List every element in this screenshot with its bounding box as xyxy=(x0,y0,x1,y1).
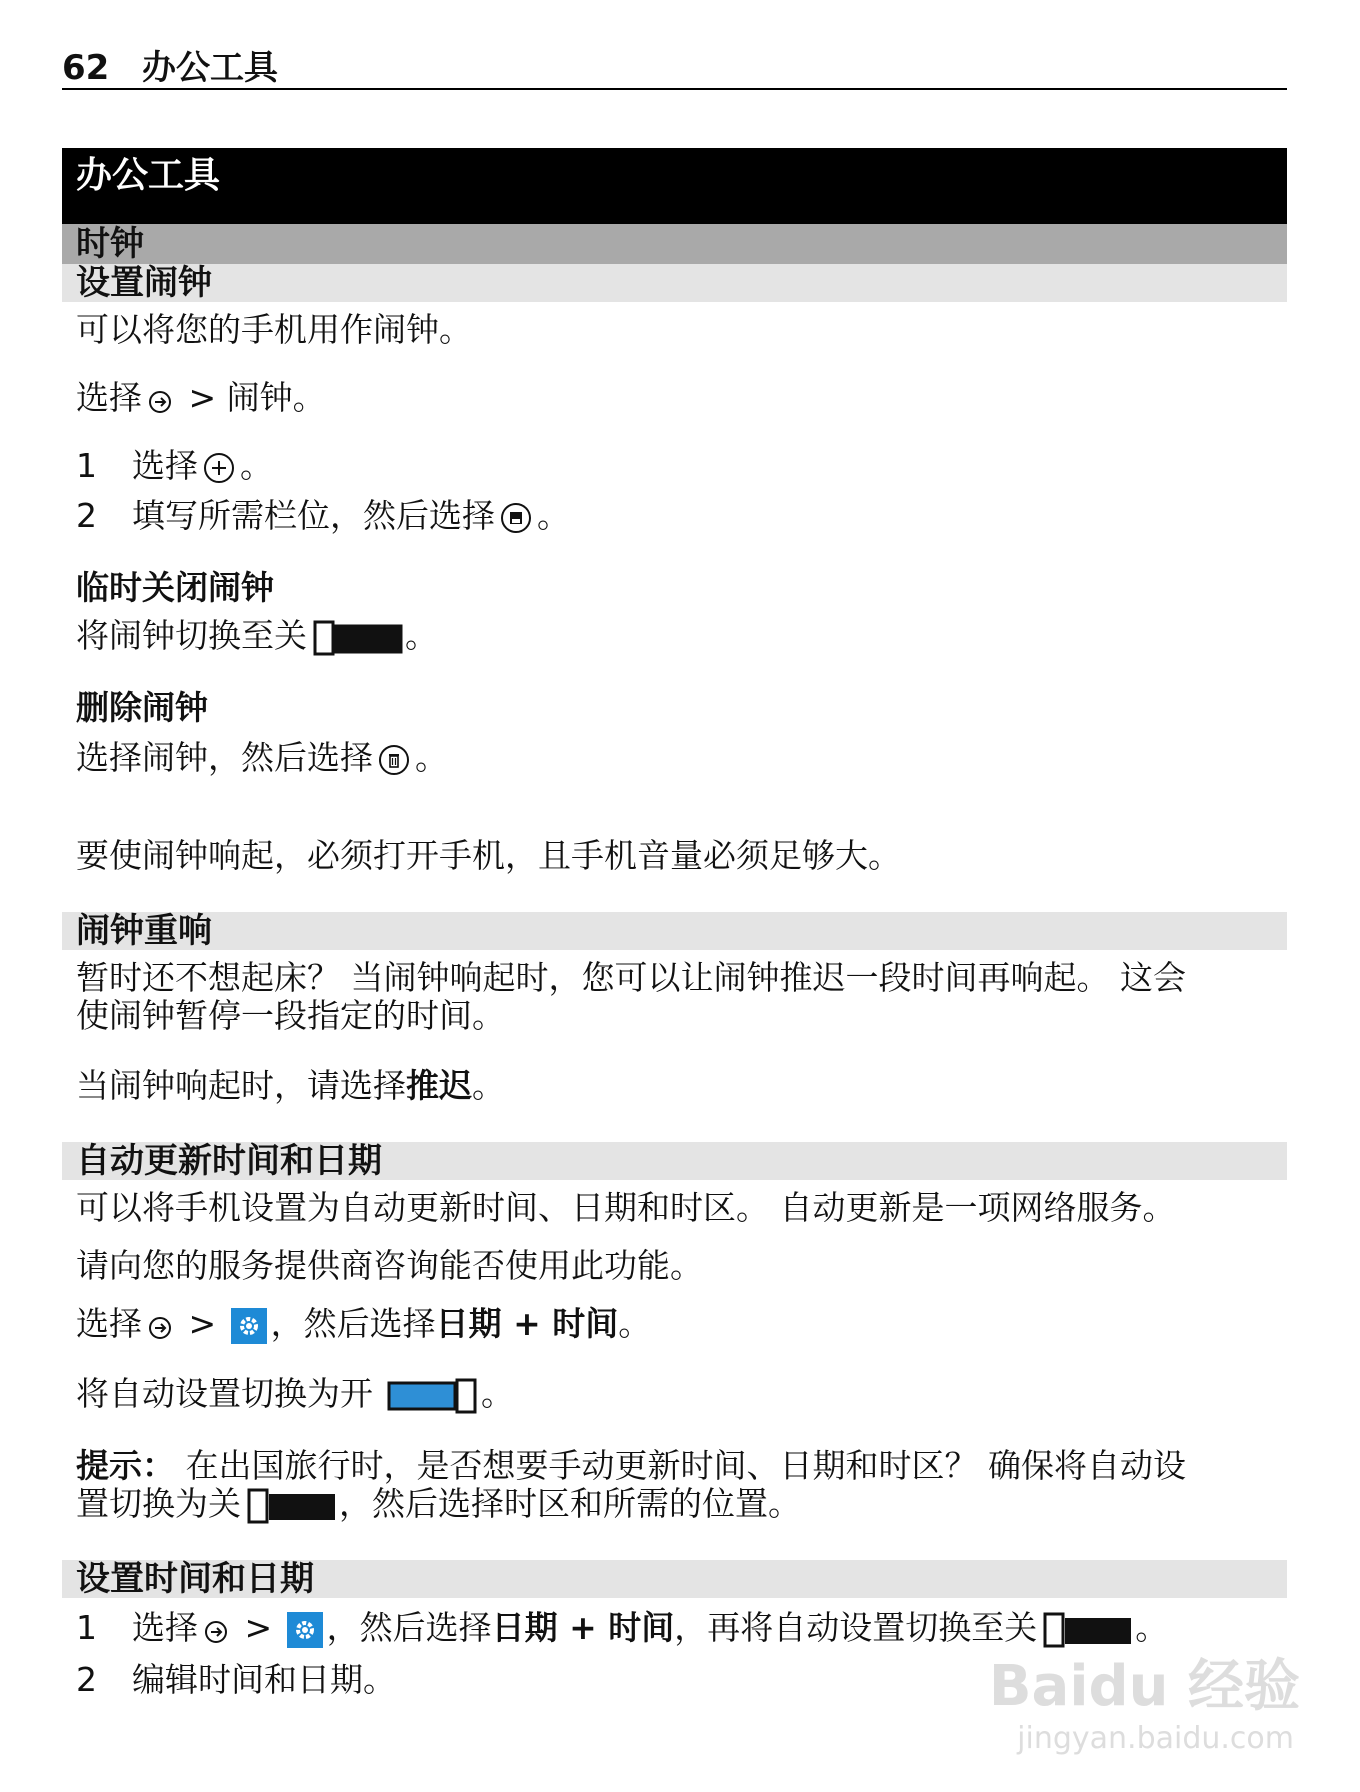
watermark-brand: Baidu 经验 xyxy=(988,1654,1300,1719)
path-prefix: 选择 xyxy=(76,378,142,417)
path-mid: ，然后选择 xyxy=(270,1304,436,1343)
settings-gear-icon xyxy=(231,1308,267,1344)
settings-gear-icon xyxy=(287,1612,323,1648)
delete-alarm-label: 选择闹钟，然后选择 xyxy=(76,738,373,777)
step-after: ，再将自动设置切换至关 xyxy=(674,1608,1038,1647)
path-separator: > xyxy=(178,378,227,417)
step-1 xyxy=(76,446,273,486)
disable-alarm-text xyxy=(76,616,438,656)
tip-line-1 xyxy=(76,1446,1186,1486)
tip-text-2b: ，然后选择时区和所需的位置。 xyxy=(339,1484,801,1523)
step-prefix: 选择 xyxy=(132,1608,198,1647)
delete-alarm-text xyxy=(76,738,448,778)
set-alarm-path xyxy=(76,378,326,418)
snooze-line-2: 使闹钟暂停一段指定的时间。 xyxy=(76,996,505,1035)
alarm-note: 要使闹钟响起，必须打开手机，且手机音量必须足够大。 xyxy=(76,836,901,875)
arrow-circle-icon xyxy=(146,1312,174,1340)
step-end: 。 xyxy=(240,446,273,485)
tip-label: 提示： xyxy=(76,1446,175,1485)
arrow-circle-icon xyxy=(202,1616,230,1644)
step-2 xyxy=(76,496,570,536)
snooze-heading: 闹钟重响 xyxy=(62,912,1287,950)
snooze-instr-end: 。 xyxy=(472,1066,505,1105)
auto-update-line-1: 可以将手机设置为自动更新时间、日期和时区。 自动更新是一项网络服务。 xyxy=(76,1188,1176,1227)
auto-update-line-2: 请向您的服务提供商咨询能否使用此功能。 xyxy=(76,1246,703,1285)
save-circle-icon xyxy=(499,501,533,535)
disable-alarm-end: 。 xyxy=(405,616,438,655)
path-end: 。 xyxy=(618,1304,652,1343)
page-header xyxy=(62,50,1287,90)
set-time-heading: 设置时间和日期 xyxy=(62,1560,1287,1598)
step-end: 。 xyxy=(537,496,570,535)
step-number: 2 xyxy=(76,496,97,535)
path-bold: 日期 + 时间 xyxy=(435,1304,619,1343)
step-text: 选择 xyxy=(132,446,198,485)
delete-alarm-end: 。 xyxy=(415,738,448,777)
toggle-on-icon xyxy=(387,1378,481,1414)
trash-circle-icon xyxy=(377,743,411,777)
snooze-instr-bold: 推迟 xyxy=(406,1066,472,1105)
set-alarm-intro: 可以将您的手机用作闹钟。 xyxy=(76,310,472,349)
path-target: 闹钟 xyxy=(226,378,293,417)
step-bold: 日期 + 时间 xyxy=(491,1608,675,1647)
watermark-url: jingyan.baidu.com xyxy=(1017,1721,1294,1756)
tip-text-1: 在出国旅行时，是否想要手动更新时间、日期和时区？ 确保将自动设 xyxy=(175,1446,1186,1485)
toggle-off-icon xyxy=(247,1488,339,1524)
step-mid: ，然后选择 xyxy=(326,1608,492,1647)
snooze-instr-prefix: 当闹钟响起时，请选择 xyxy=(76,1066,406,1105)
delete-alarm-heading: 删除闹钟 xyxy=(76,688,208,727)
page-number: 62 xyxy=(62,48,110,88)
step-text: 填写所需栏位，然后选择 xyxy=(132,496,495,535)
step-text: 编辑时间和日期。 xyxy=(132,1660,396,1699)
disable-alarm-label: 将闹钟切换至关 xyxy=(76,616,307,655)
step-number: 1 xyxy=(76,1608,97,1647)
tip-text-2a: 置切换为关 xyxy=(76,1484,241,1523)
clock-heading: 时钟 xyxy=(62,224,1287,264)
disable-alarm-heading: 临时关闭闹钟 xyxy=(76,568,274,607)
path-separator: > xyxy=(178,1304,227,1343)
auto-update-heading: 自动更新时间和日期 xyxy=(62,1142,1287,1180)
section-title: 办公工具 xyxy=(62,148,1287,224)
plus-circle-icon xyxy=(202,451,236,485)
auto-update-path xyxy=(76,1304,651,1344)
arrow-circle-icon xyxy=(146,386,174,414)
path-end: 。 xyxy=(292,378,326,417)
snooze-instruction xyxy=(76,1066,505,1106)
set-alarm-heading: 设置闹钟 xyxy=(62,264,1287,302)
step-number: 2 xyxy=(76,1660,97,1699)
step-number: 1 xyxy=(76,446,97,485)
path-prefix: 选择 xyxy=(76,1304,142,1343)
step-separator: > xyxy=(234,1608,283,1647)
auto-switch-label: 将自动设置切换为开 xyxy=(76,1374,373,1413)
snooze-line-1: 暂时还不想起床？ 当闹钟响起时，您可以让闹钟推迟一段时间再响起。 这会 xyxy=(76,958,1186,997)
toggle-off-icon xyxy=(313,620,405,656)
set-time-step-2 xyxy=(76,1660,396,1700)
step-end: 。 xyxy=(1135,1608,1169,1647)
auto-switch-end: 。 xyxy=(481,1374,514,1413)
auto-switch-text xyxy=(76,1374,514,1414)
tip-line-2 xyxy=(76,1484,801,1524)
header-title: 办公工具 xyxy=(142,48,278,88)
